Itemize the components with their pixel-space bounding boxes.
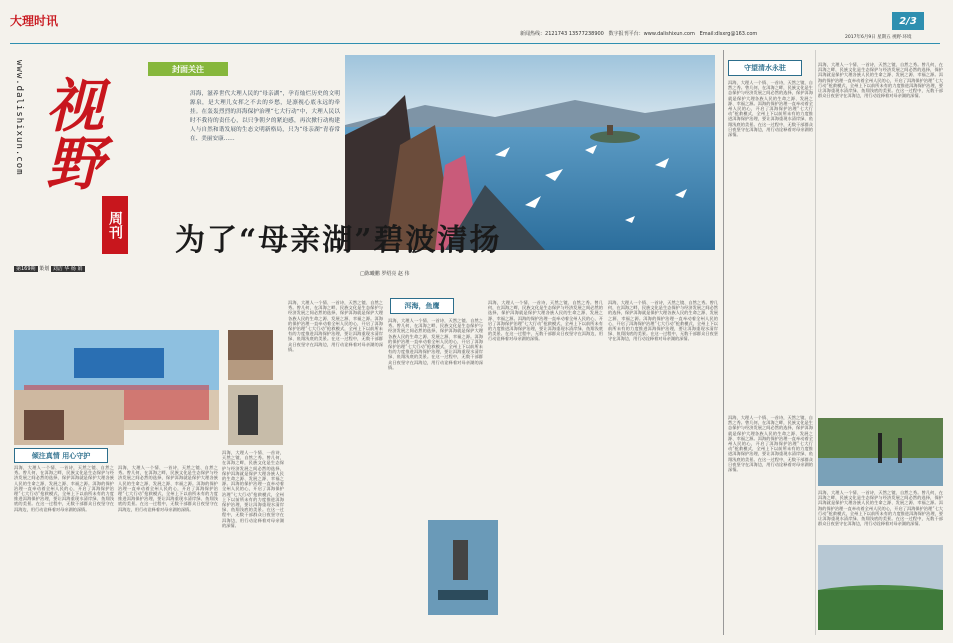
mid-subtitle-text: 洱海，鱼鹰 (404, 301, 440, 310)
top-tag-text: 封面关注 (172, 64, 204, 74)
right-subtitle (728, 60, 802, 76)
section-big-title (36, 75, 110, 215)
left-col-text-1: 洱海，大理人一个情、一首诗，天然之镜、自然之秀。曾几何，在洱海之畔，民族文化是生态保护与经济发展之间必然的选择，保护洱海就是保护大理各族人民的生命之源、发展之源、幸福之源。洱海的保护治理一直牵动着全州人民的心，开启了洱海保护治理“七大行动”抢救模式，全州上下以前所未有的力度推进洱海保护治理，要让洱海重现水清岸绿、鱼翔浅底的美景。在这一过程中，无数干部群众日夜坚守在洱海边，用行动诠释着对母亲湖的深情。 (14, 465, 114, 512)
url-vertical (14, 60, 28, 260)
editor: 刘洁 华 杨 娟 (52, 266, 83, 272)
date: 2017年6月9日 星期五 (845, 35, 891, 40)
right-subtitle-text: 守望清水永驻 (744, 63, 786, 72)
digital-url[interactable]: www.dalishixun.com (643, 31, 695, 37)
column-divider (815, 50, 816, 635)
hotline: 2121743 13577238900 (545, 31, 604, 37)
mid-col-text-1: 洱海，大理人一个情、一首诗，天然之镜、自然之秀。曾几何，在洱海之畔，民族文化是生态保护与经济发展之间必然的选择，保护洱海就是保护大理各族人民的生命之源、发展之源、幸福之源。洱海的保护治理一直牵动着全州人民的心，开启了洱海保护治理“七大行动”抢救模式，全州上下以前所未有的力度推进洱海保护治理，要让洱海重现水清岸绿、鱼翔浅底的美景。在这一过程中，无数干部群众日夜坚守在洱海边，用行动诠释着对母亲湖的深情。 (288, 300, 383, 352)
right-col-text-4: 洱海，大理人一个情、一首诗，天然之镜、自然之秀。曾几何，在洱海之畔，民族文化是生态保护与经济发展之间必然的选择，保护洱海就是保护大理各族人民的生命之源、发展之源、幸福之源。洱海的保护治理一直牵动着全州人民的心，开启了洱海保护治理“七大行动”抢救模式，全州上下以前所未有的力度推进洱海保护治理，要让洱海重现水清岸绿、鱼翔浅底的美景。在这一过程中，无数干部群众日夜坚守在洱海边，用行动诠释着对母亲湖的深情。 (818, 490, 943, 527)
header-rule (10, 43, 940, 44)
left-col-text-2: 洱海，大理人一个情、一首诗，天然之镜、自然之秀。曾几何，在洱海之畔，民族文化是生态保护与经济发展之间必然的选择，保护洱海就是保护大理各族人民的生命之源、发展之源、幸福之源。洱海的保护治理一直牵动着全州人民的心，开启了洱海保护治理“七大行动”抢救模式，全州上下以前所未有的力度推进洱海保护治理，要让洱海重现水清岸绿、鱼翔浅底的美景。在这一过程中，无数干部群众日夜坚守在洱海边，用行动诠释着对母亲湖的深情。 (118, 465, 218, 512)
top-tag (148, 62, 228, 76)
left-photo-2 (14, 390, 124, 445)
column-divider (723, 50, 724, 635)
right-col-text-2: 洱海，大理人一个情、一首诗，天然之镜、自然之秀。曾几何，在洱海之畔，民族文化是生态保护与经济发展之间必然的选择，保护洱海就是保护大理各族人民的生命之源、发展之源、幸福之源。洱海的保护治理一直牵动着全州人民的心，开启了洱海保护治理“七大行动”抢救模式，全州上下以前所未有的力度推进洱海保护治理，要让洱海重现水清岸绿、鱼翔浅底的美景。在这一过程中，无数干部群众日夜坚守在洱海边，用行动诠释着对母亲湖的深情。 (818, 62, 943, 99)
email[interactable]: dlsxrg@163.com (715, 31, 758, 37)
header-date (845, 34, 950, 40)
left-photo-3 (228, 330, 273, 380)
left-subtitle (14, 448, 108, 463)
left-photo-4 (228, 385, 283, 445)
mid-subtitle (390, 298, 454, 314)
byline (360, 270, 530, 277)
hotline-label: 新闻热线： (520, 31, 546, 37)
paper-name: 大理时讯 (10, 14, 59, 28)
left-subtitle-text: 倾注真情 用心守护 (31, 450, 91, 460)
url-vertical-text: www.dalishixun.com (14, 60, 24, 176)
fisherman-photo (428, 520, 498, 615)
main-title (175, 212, 535, 262)
plan: 策划 (39, 266, 50, 272)
issue: 第169期 (16, 266, 36, 272)
main-title-text: 为了“母亲湖”碧波清扬 (175, 223, 502, 258)
byline-text: □陈曦鹏 罗绍亮 赵 伟 (360, 271, 410, 277)
mid-col-text-3: 洱海，大理人一个情、一首诗，天然之镜、自然之秀。曾几何，在洱海之畔，民族文化是生态保护与经济发展之间必然的选择，保护洱海就是保护大理各族人民的生命之源、发展之源、幸福之源。洱海的保护治理一直牵动着全州人民的心，开启了洱海保护治理“七大行动”抢救模式，全州上下以前所未有的力度推进洱海保护治理，要让洱海重现水清岸绿、鱼翔浅底的美景。在这一过程中，无数干部群众日夜坚守在洱海边，用行动诠释着对母亲湖的深情。 (488, 300, 603, 342)
masthead-logo (10, 10, 80, 40)
right-col-text-1: 洱海，大理人一个情、一首诗，天然之镜、自然之秀。曾几何，在洱海之畔，民族文化是生态保护与经济发展之间必然的选择，保护洱海就是保护大理各族人民的生命之源、发展之源、幸福之源。洱海的保护治理一直牵动着全州人民的心，开启了洱海保护治理“七大行动”抢救模式，全州上下以前所未有的力度推进洱海保护治理，要让洱海重现水清岸绿、鱼翔浅底的美景。在这一过程中，无数干部群众日夜坚守在洱海边，用行动诠释着对母亲湖的深情。 (728, 80, 813, 138)
weekly-text: 周刊 (107, 211, 123, 239)
page-num: 2/3 (899, 15, 917, 27)
page-number-badge (892, 12, 924, 30)
right-photo-1 (818, 418, 943, 486)
right-col-text-3: 洱海，大理人一个情、一首诗，天然之镜、自然之秀。曾几何，在洱海之畔，民族文化是生态保护与经济发展之间必然的选择，保护洱海就是保护大理各族人民的生命之源、发展之源、幸福之源。洱海的保护治理一直牵动着全州人民的心，开启了洱海保护治理“七大行动”抢救模式，全州上下以前所未有的力度推进洱海保护治理，要让洱海重现水清岸绿、鱼翔浅底的美景。在这一过程中，无数干部群众日夜坚守在洱海边，用行动诠释着对母亲湖的深情。 (728, 415, 813, 473)
mid-col-text-4: 洱海，大理人一个情、一首诗，天然之镜、自然之秀。曾几何，在洱海之畔，民族文化是生态保护与经济发展之间必然的选择，保护洱海就是保护大理各族人民的生命之源、发展之源、幸福之源。洱海的保护治理一直牵动着全州人民的心，开启了洱海保护治理“七大行动”抢救模式，全州上下以前所未有的力度推进洱海保护治理，要让洱海重现水清岸绿、鱼翔浅底的美景。在这一过程中，无数干部群众日夜坚守在洱海边，用行动诠释着对母亲湖的深情。 (608, 300, 718, 342)
right-photo-2 (818, 545, 943, 630)
weekly-badge (102, 196, 128, 254)
issue-bar (14, 265, 139, 275)
left-col-text-3: 洱海，大理人一个情、一首诗，天然之镜、自然之秀。曾几何，在洱海之畔，民族文化是生态保护与经济发展之间必然的选择，保护洱海就是保护大理各族人民的生命之源、发展之源、幸福之源。洱海的保护治理一直牵动着全州人民的心，开启了洱海保护治理“七大行动”抢救模式，全州上下以前所未有的力度推进洱海保护治理，要让洱海重现水清岸绿、鱼翔浅底的美景。在这一过程中，无数干部群众日夜坚守在洱海边，用行动诠释着对母亲湖的深情。 (222, 450, 284, 528)
digital-label: 数字报刊平台： (608, 31, 644, 37)
mid-col-text-2: 洱海，大理人一个情、一首诗，天然之镜、自然之秀。曾几何，在洱海之畔，民族文化是生态保护与经济发展之间必然的选择，保护洱海就是保护大理各族人民的生命之源、发展之源、幸福之源。洱海的保护治理一直牵动着全州人民的心，开启了洱海保护治理“七大行动”抢救模式，全州上下以前所未有的力度推进洱海保护治理，要让洱海重现水清岸绿、鱼翔浅底的美景。在这一过程中，无数干部群众日夜坚守在洱海边，用行动诠释着对母亲湖的深情。 (388, 318, 483, 370)
email-label: Email: (699, 31, 716, 37)
section-big-text: 视野 (36, 75, 104, 191)
page-tag: 视野·环境 (892, 35, 912, 40)
intro-text: 洱海，滋养世代大理人民的“母亲湖”，孕育灿烂历史的文明源泉，是大理儿女挥之不去的乡愁，是凛视心底永远的牵挂。在轰轰烈烈的洱海保护治理“七大行动”中，大理人民以时不我待的责任心，以只争朝夕的紧迫感，再次掀行动构建人与自然和谐发展的生态文明新格局，只为“母亲湖”青春常在、美丽安康…… (190, 91, 340, 142)
